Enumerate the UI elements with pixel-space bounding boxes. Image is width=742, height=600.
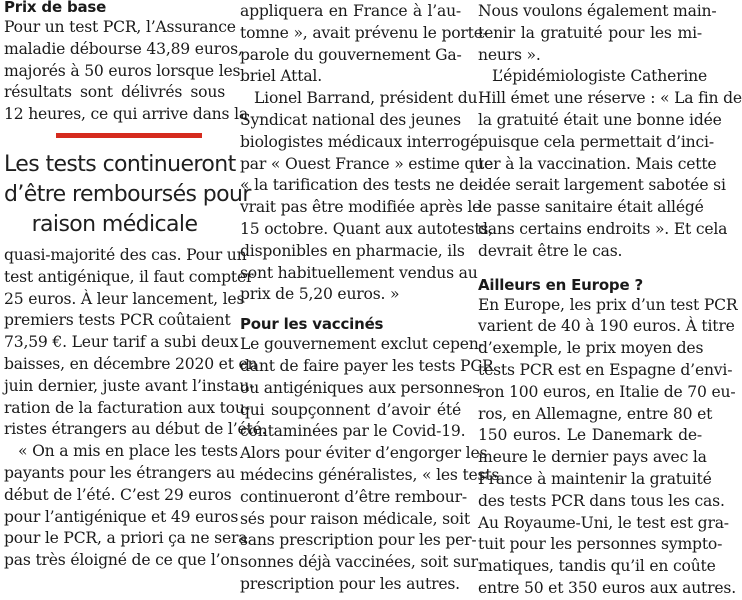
text-line: prix de 5,20 euros. » [240,285,400,304]
text-line: tenir la gratuité pour les mi- [478,23,702,42]
pull-quote-line: d’être remboursés pour [4,182,251,207]
text-line: le passe sanitaire était allégé [478,198,704,217]
text-line: Au Royaume-Uni, le test est gra- [478,513,729,532]
text-line: début de l’été. C’est 29 euros [4,485,232,504]
text-line: briel Attal. [240,67,322,86]
text-line: continueront d’être rembour- [240,487,467,506]
text-line: contaminées par le Covid-19. [240,422,466,441]
text-line: dant de faire payer les tests PCR [240,356,494,375]
text-line: pas très éloigné de ce que l’on [4,551,240,570]
text-line: ou antigéniques aux personnes [240,378,481,397]
text-line: L’épidémiologiste Catherine [492,67,708,86]
text-line: sés pour raison médicale, soit [240,509,470,528]
text-line: France à maintenir la gratuité [478,469,712,488]
text-line: appliquera en France à l’au- [240,2,461,20]
text-line: parole du gouvernement Ga- [240,45,462,64]
paragraph [240,1,488,88]
text-line: Hill émet une réserve : « La fin de [478,89,742,108]
text-line: disponibles en pharmacie, ils [240,241,465,260]
text-line: entre 50 et 350 euros aux autres. [478,578,736,597]
paragraph [4,245,267,441]
text-line: « On a mis en place les tests [18,442,238,461]
subheading-ailleurs-en-europe: Ailleurs en Europe ? [478,275,643,294]
accent-rule [56,133,202,138]
text-line: 25 euros. À leur lancement, les [4,289,245,308]
text-line: premiers tests PCR coûtaient [4,311,231,330]
subheading-prix-de-base: Prix de base [4,0,107,16]
text-line: médecins généralistes, « les tests [240,465,500,484]
pull-quote-line: Les tests continueront [4,152,236,177]
text-line: 12 heures, ce qui arrive dans la [4,105,248,124]
paragraph [478,66,742,262]
text-line: ron 100 euros, en Italie de 70 eu- [478,382,736,401]
text-line: ristes étrangers au début de l’été. [4,420,267,439]
text-line: juin dernier, juste avant l’instau- [4,376,255,395]
column-1 [4,0,248,126]
text-line: résultats sont délivrés sous [4,83,225,102]
text-line: 150 euros. Le Danemark de- [478,426,702,445]
text-line: ration de la facturation aux tou- [4,398,250,417]
text-line: pour l’antigénique et 49 euros [4,507,239,526]
text-line: Le gouvernement exclut cepen- [240,335,484,354]
paragraph [4,17,248,126]
text-line: meure le dernier pays avec la [478,448,707,467]
text-line: tuit pour les personnes sympto- [478,535,723,554]
text-line: qui soupçonnent d’avoir été [240,400,461,419]
text-line: majorés à 50 euros lorsque les [4,61,241,80]
subheading-pour-les-vaccines: Pour les vaccinés [240,315,384,334]
paragraph [4,441,248,572]
text-line: devrait être le cas. [478,241,623,260]
text-line: maladie débourse 43,89 euros, [4,39,243,58]
text-line: Lionel Barrand, président du [254,89,478,108]
text-line: Alors pour éviter d’engorger les [240,444,488,463]
paragraph [240,88,494,306]
text-line: sonnes déjà vaccinées, soit sur [240,553,478,572]
text-line: puisque cela permettait d’inci- [478,132,714,151]
text-line: sans prescription pour les per- [240,531,477,550]
text-line: varient de 40 à 190 euros. À titre [478,317,735,336]
paragraph [478,295,738,600]
text-line: sont habituellement vendus au [240,263,478,282]
text-line: Syndicat national des jeunes [240,110,461,129]
text-line: neurs ». [478,45,541,64]
text-line: par « Ouest France » estime que [240,154,494,173]
paragraph [240,334,500,596]
column-3 [478,0,742,600]
text-line: idée serait largement sabotée si [478,176,726,195]
text-line: tomne », avait prévenu le porte- [240,23,488,42]
text-line: tests PCR est en Espagne d’envi- [478,360,733,379]
column-1-lower [4,245,267,572]
text-line: la gratuité était une bonne idée [478,110,722,129]
text-line: quasi-majorité des cas. Pour un [4,246,247,264]
pull-quote [4,150,251,240]
text-line: pour le PCR, a priori ça ne sera [4,529,248,548]
text-line: Nous voulons également main- [478,2,717,20]
text-line: ros, en Allemagne, entre 80 et [478,404,713,423]
text-line: En Europe, les prix d’un test PCR [478,295,738,314]
text-line: payants pour les étrangers au [4,463,236,482]
text-line: ter à la vaccination. Mais cette [478,154,717,173]
text-line: baisses, en décembre 2020 et en [4,354,258,373]
text-line: test antigénique, il faut compter [4,267,254,286]
text-line: 73,59 €. Leur tarif a subi deux [4,333,239,352]
text-line: vrait pas être modifiée après le [240,198,482,217]
text-line: d’exemple, le prix moyen des [478,339,704,358]
pull-quote-line: raison médicale [31,212,198,237]
text-line: des tests PCR dans tous les cas. [478,491,725,510]
paragraph [478,1,717,66]
text-line: Pour un test PCR, l’Assurance [4,18,236,36]
text-line: dans certains endroits ». Et cela [478,219,728,238]
text-line: 15 octobre. Quant aux autotests, [240,219,493,238]
text-line: matiques, tandis qu’il en coûte [478,557,716,576]
text-line: biologistes médicaux interrogé [240,132,480,151]
column-2 [240,0,500,596]
text-line: prescription pour les autres. [240,574,460,593]
text-line: « la tarification des tests ne de- [240,176,483,195]
